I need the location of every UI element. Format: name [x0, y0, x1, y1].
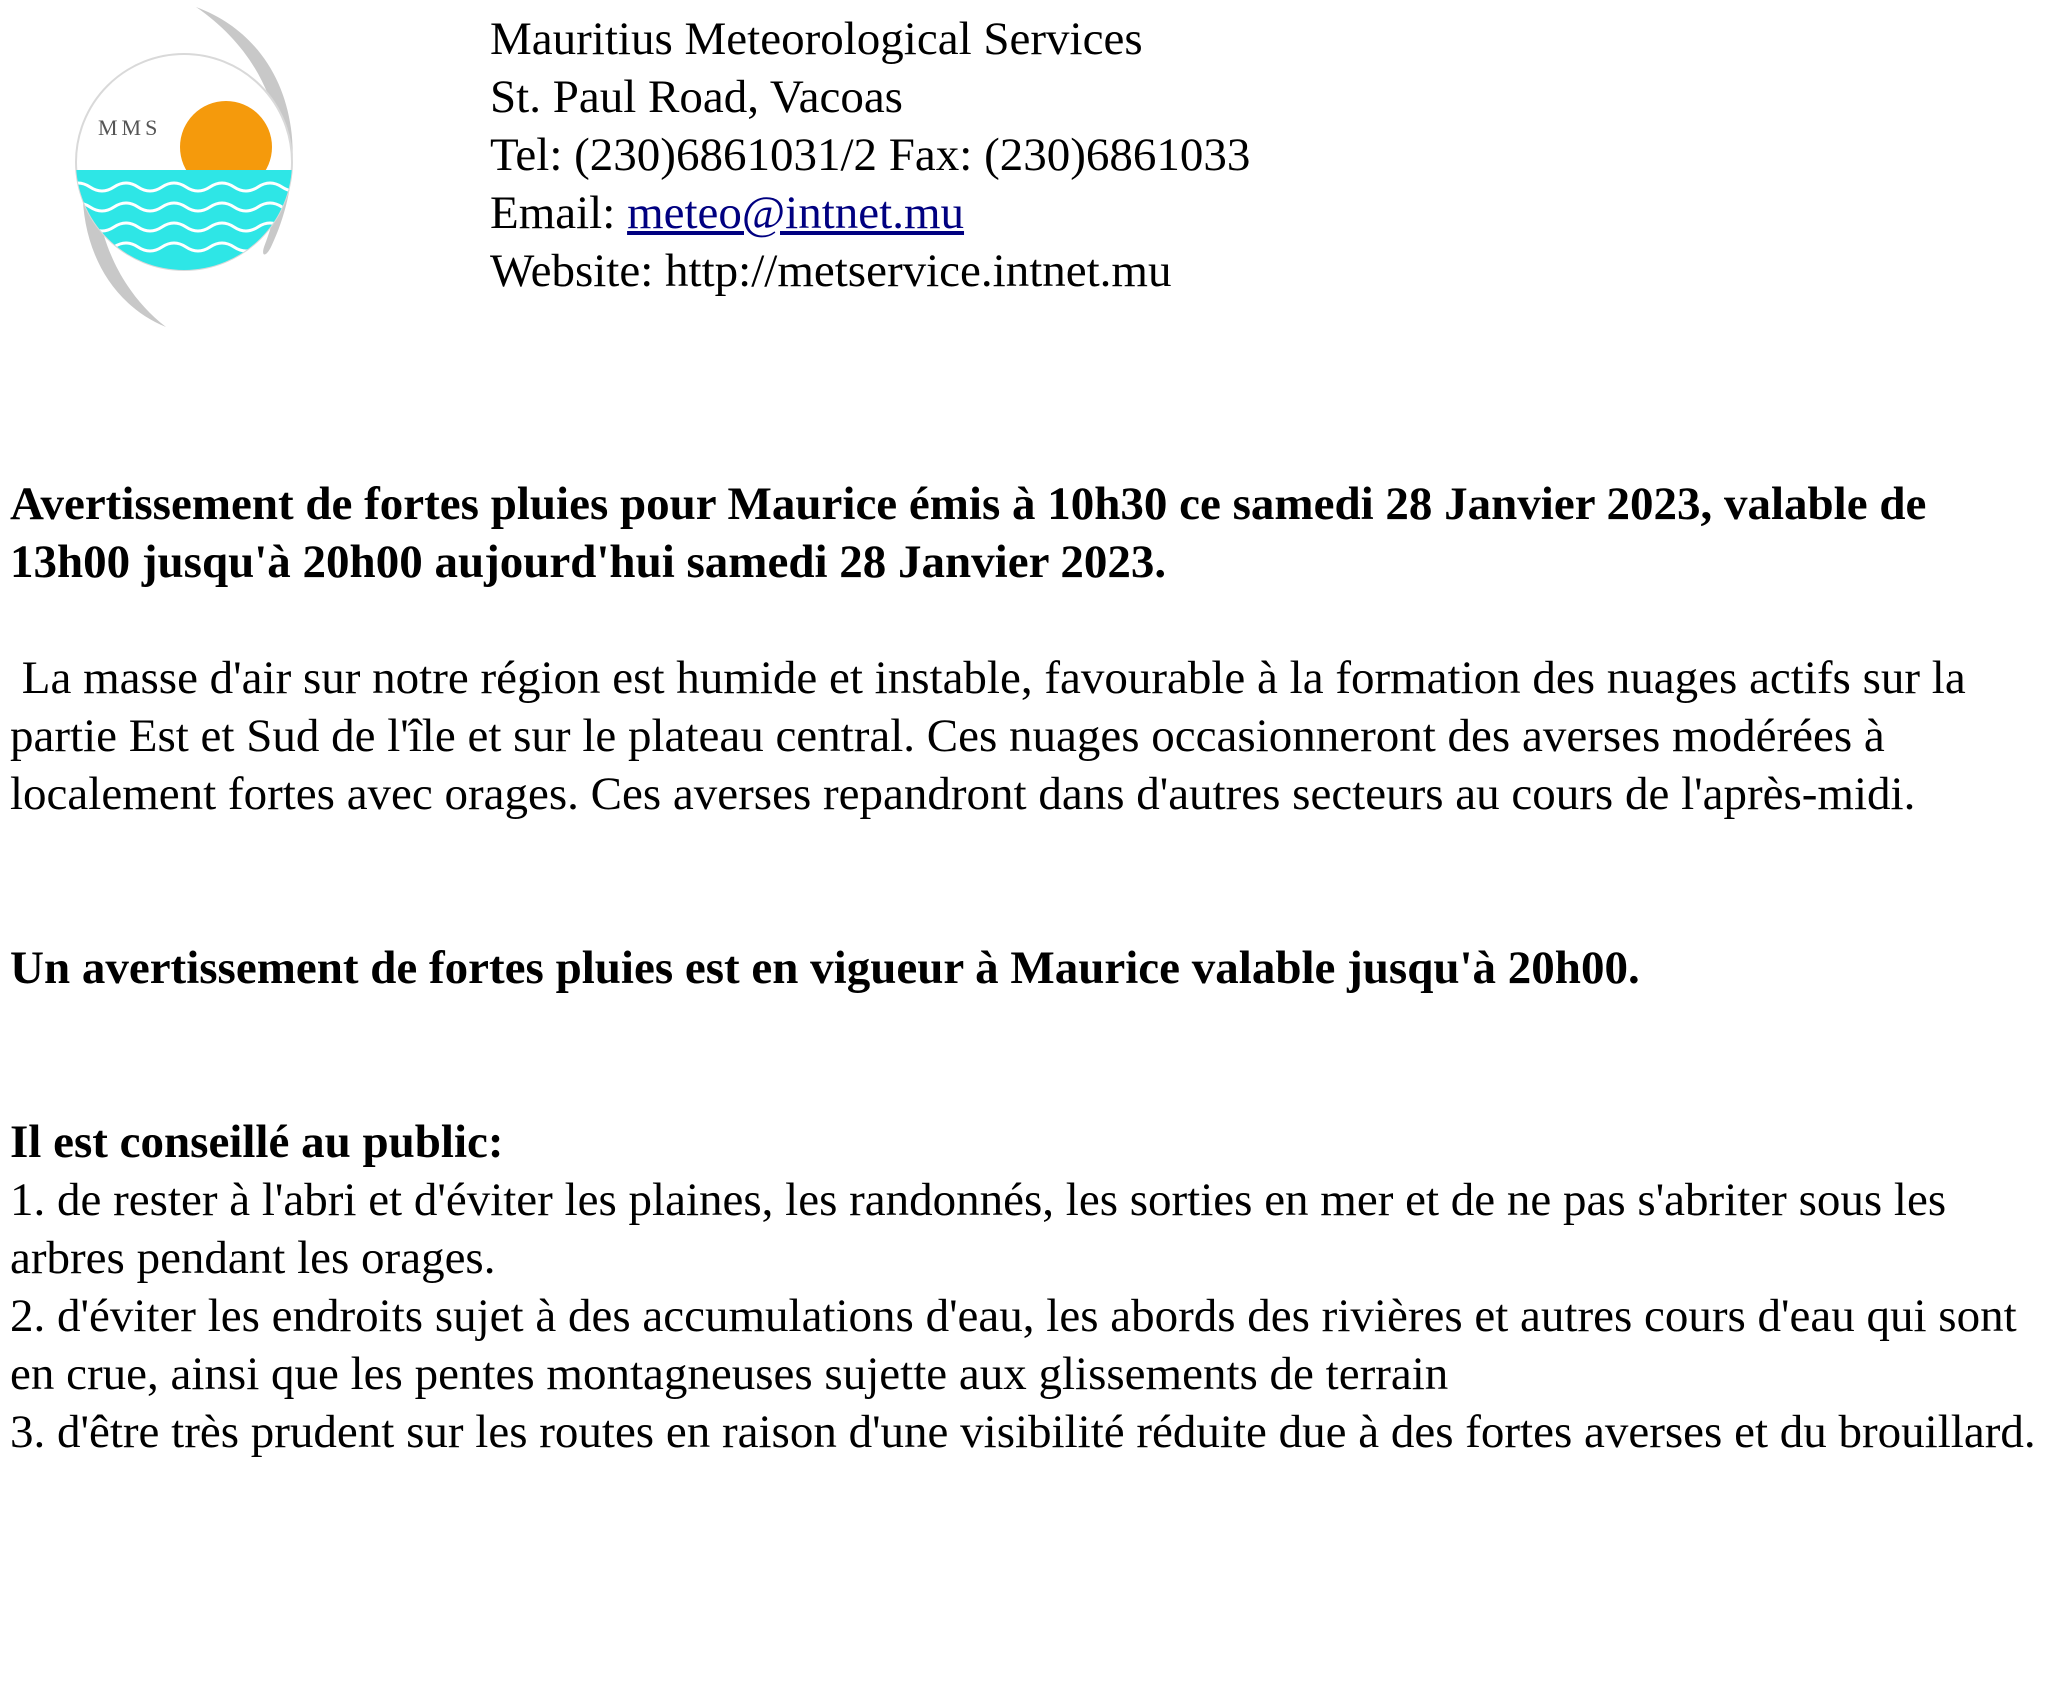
advice-title: Il est conseillé au public: — [10, 1116, 504, 1168]
bulletin-body — [10, 475, 2050, 1461]
letterhead — [0, 0, 2067, 340]
contact-block — [490, 10, 1250, 300]
warning-statement: Un avertissement de fortes pluies est en vigueur à Maurice valable jusqu'à 20h00. — [10, 942, 1640, 994]
email-link[interactable]: meteo@intnet.mu — [627, 187, 965, 239]
organization-name: Mauritius Meteorological Services — [490, 13, 1143, 65]
advice-item-2: 2. d'éviter les endroits sujet à des accumulations d'eau, les abords des rivières et autres cours d'eau qui sont en crue, ainsi que les pentes montagneuses sujette aux glissements de terrain — [10, 1290, 2017, 1400]
bulletin-description: La masse d'air sur notre région est humide et instable, favourable à la formation des nuages actifs sur la partie Est et Sud de l'île et sur le plateau central. Ces nuages occasionneront des averses modérées à localement fortes avec orages. Ces averses repandront dans d'autres secteurs au cours de l'après-midi. — [10, 652, 1978, 820]
logo-text: MMS — [98, 115, 162, 140]
address: St. Paul Road, Vacoas — [490, 71, 903, 123]
website: Website: http://metservice.intnet.mu — [490, 245, 1172, 297]
mms-logo — [66, 2, 316, 332]
email-label: Email: — [490, 187, 628, 239]
advice-item-3: 3. d'être très prudent sur les routes en raison d'une visibilité réduite due à des fortes averses et du brouillard. — [10, 1406, 2036, 1458]
phone-fax: Tel: (230)6861031/2 Fax: (230)6861033 — [490, 129, 1251, 181]
advice-item-1: 1. de rester à l'abri et d'éviter les plaines, les randonnés, les sorties en mer et de ne pas s'abriter sous les arbres pendant les orages. — [10, 1174, 1947, 1284]
bulletin-headline: Avertissement de fortes pluies pour Maurice émis à 10h30 ce samedi 28 Janvier 2023, valable de 13h00 jusqu'à 20h00 aujourd'hui samedi 28 Janvier 2023. — [10, 478, 1927, 588]
email-line — [490, 184, 1250, 242]
